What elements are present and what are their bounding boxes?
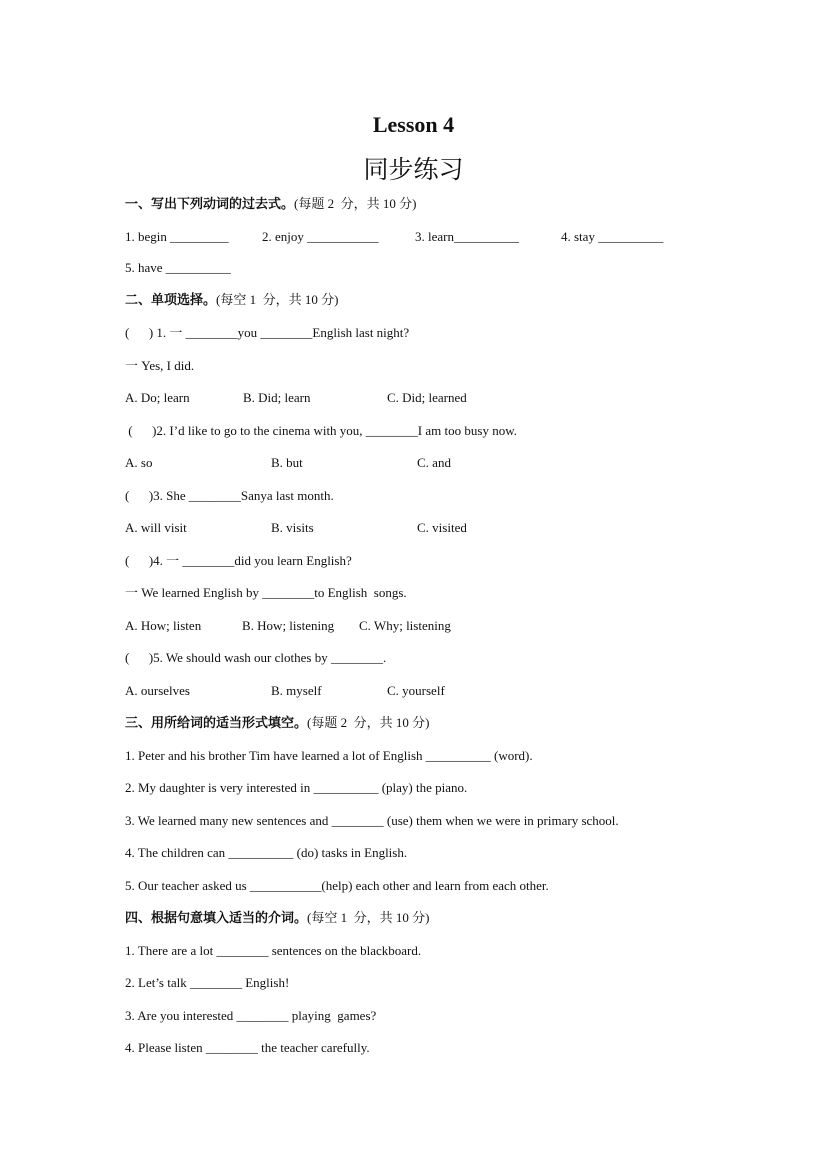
question: ( ) 1. 一 ________you ________English last night? xyxy=(125,325,410,340)
heading-text: 二、单项选择。 xyxy=(125,293,217,308)
option: A. will visit xyxy=(125,520,187,535)
option: C. and xyxy=(417,455,451,470)
heading-text: 四、根据句意填入适当的介词。 xyxy=(125,911,308,926)
question: ( )3. She ________Sanya last month. xyxy=(125,488,334,503)
option: A. Do; learn xyxy=(125,390,190,405)
section-4-heading xyxy=(125,910,429,927)
item: 3. learn__________ xyxy=(415,229,519,244)
option: A. ourselves xyxy=(125,683,190,698)
page-subtitle: 同步练习 xyxy=(363,155,464,184)
heading-text: 一、写出下列动词的过去式。 xyxy=(125,197,295,212)
score-text: (每空 1 分，共 10 分) xyxy=(307,910,430,925)
question: ( )4. 一 ________did you learn English? xyxy=(125,553,352,568)
option: A. How; listen xyxy=(125,618,202,633)
section-2-heading xyxy=(125,292,338,309)
option: B. visits xyxy=(271,520,314,535)
item: 2. My daughter is very interested in __________ (play) the piano. xyxy=(125,780,468,795)
question: ( )2. I’d like to go to the cinema with you, ________I am too busy now. xyxy=(125,423,517,438)
page-title: Lesson 4 xyxy=(372,112,455,137)
item: 2. Let’s talk ________ English! xyxy=(125,975,290,990)
answer-line: 一 Yes, I did. xyxy=(125,358,195,373)
item: 1. Peter and his brother Tim have learned a lot of English __________ (word). xyxy=(125,748,533,763)
item: 1. begin _________ xyxy=(125,229,229,244)
question: ( )5. We should wash our clothes by ________. xyxy=(125,650,387,665)
section-3-heading xyxy=(125,715,429,732)
score-text: (每题 2 分，共 10 分) xyxy=(307,715,430,730)
option: C. visited xyxy=(417,520,467,535)
score-text: (每空 1 分，共 10 分) xyxy=(216,292,339,307)
section-1-heading xyxy=(125,196,416,213)
item: 5. Our teacher asked us ___________(help) each other and learn from each other. xyxy=(125,878,549,893)
item: 1. There are a lot ________ sentences on the blackboard. xyxy=(125,943,422,958)
item: 4. Please listen ________ the teacher carefully. xyxy=(125,1040,370,1055)
option: C. Why; listening xyxy=(359,618,451,633)
option: A. so xyxy=(125,455,153,470)
item: 4. The children can __________ (do) tasks in English. xyxy=(125,845,408,860)
option: B. but xyxy=(271,455,303,470)
item: 3. Are you interested ________ playing games? xyxy=(125,1008,377,1023)
item: 4. stay __________ xyxy=(561,229,664,244)
heading-text: 三、用所给词的适当形式填空。 xyxy=(125,716,308,731)
answer-line: 一 We learned English by ________to English songs. xyxy=(125,585,407,600)
item: 3. We learned many new sentences and ________ (use) them when we were in primary school. xyxy=(125,813,619,828)
option: C. Did; learned xyxy=(387,390,467,405)
option: C. yourself xyxy=(387,683,445,698)
option: B. myself xyxy=(271,683,322,698)
option: B. Did; learn xyxy=(243,390,311,405)
item: 2. enjoy ___________ xyxy=(262,229,379,244)
item: 5. have __________ xyxy=(125,260,231,275)
option: B. How; listening xyxy=(242,618,335,633)
score-text: (每题 2 分，共 10 分) xyxy=(294,196,417,211)
